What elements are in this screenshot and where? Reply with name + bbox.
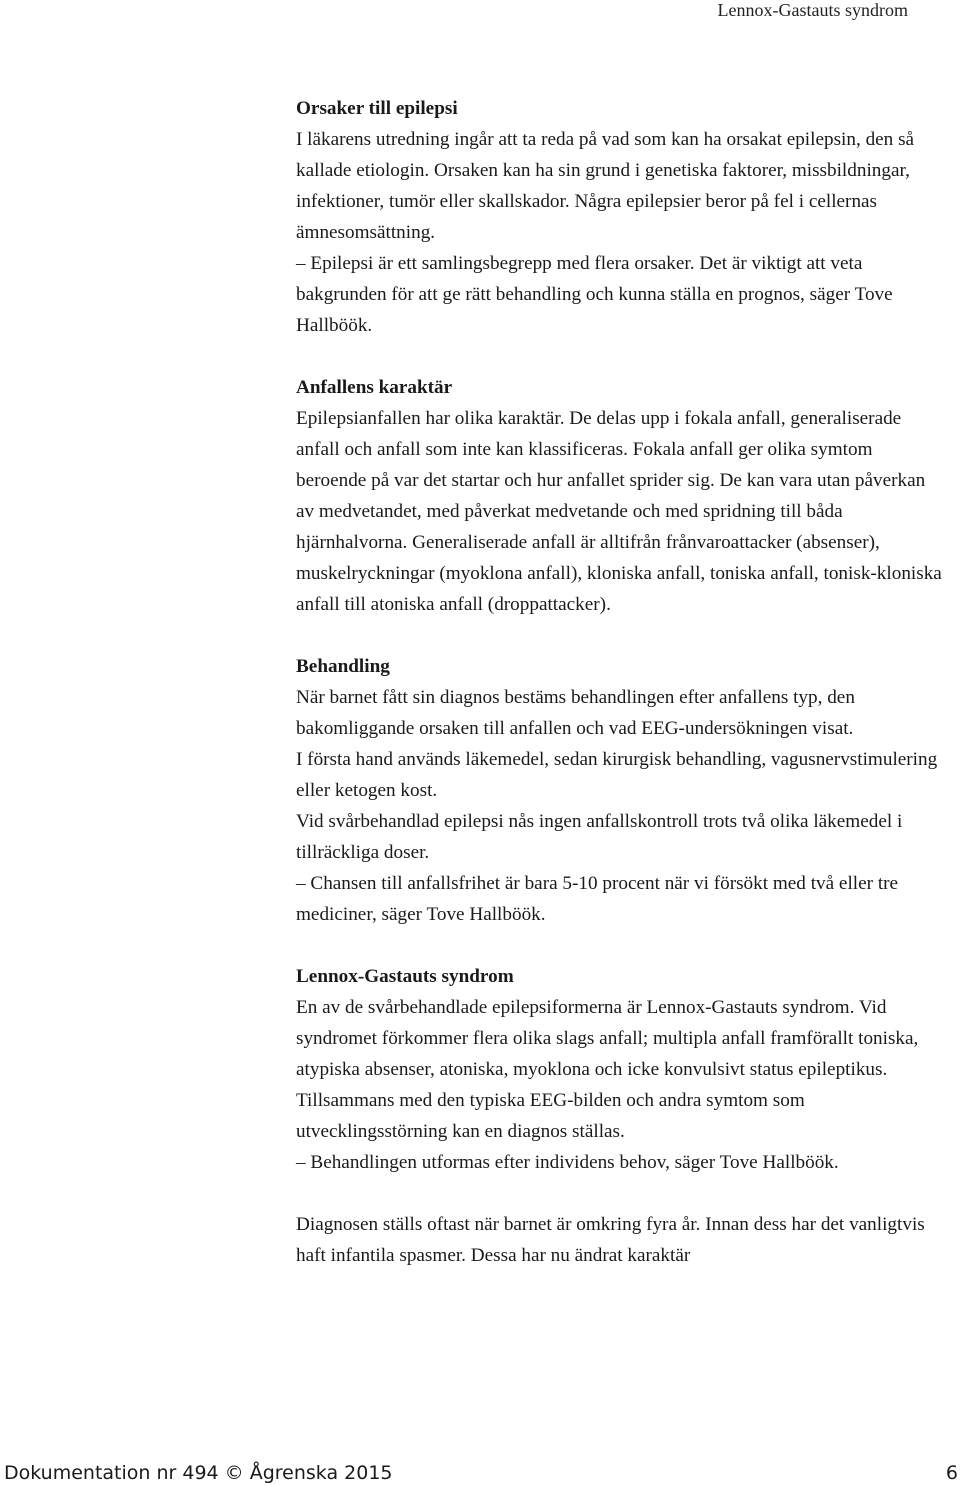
article-body <box>296 93 946 1302</box>
section-diagnos <box>296 1209 946 1271</box>
paragraph: Tillsammans med den typiska EEG-bilden och andra symtom som utvecklingsstörning kan en diagnos ställas. <box>296 1090 805 1142</box>
page-footer <box>0 1461 960 1485</box>
paragraph: I läkarens utredning ingår att ta reda på vad som kan ha orsakat epilepsin, den så kallade etiologin. Orsaken kan ha sin grund i genetiska faktorer, missbildningar, infektioner, tumör eller skallskador. Några epilepsier beror på fel i cellernas ämnesomsättning. <box>296 129 915 243</box>
footer-publication: Dokumentation nr 494 © Ågrenska 2015 <box>4 1462 393 1484</box>
paragraph: – Chansen till anfallsfrihet är bara 5-10 procent när vi försökt med två eller tre mediciner, säger Tove Hallböök. <box>296 873 899 925</box>
page-number: 6 <box>945 1462 958 1484</box>
paragraph: När barnet fått sin diagnos bestäms behandlingen efter anfallens typ, den bakomliggande orsaken till anfallen och vad EEG-undersökningen visat. <box>296 687 855 739</box>
section-heading: Orsaker till epilepsi <box>296 98 458 119</box>
running-header: Lennox-Gastauts syndrom <box>717 0 908 20</box>
paragraph: I första hand används läkemedel, sedan kirurgisk behandling, vagusnervstimulering eller ketogen kost. <box>296 749 938 801</box>
section-behandling <box>296 651 946 930</box>
paragraph: Epilepsianfallen har olika karaktär. De delas upp i fokala anfall, generaliserade anfall och anfall som inte kan klassificeras. Fokala anfall ger olika symtom beroende på var det startar och hur anfallet sprider sig. De kan vara utan påverkan av medvetandet, med påverkat medvetande och med spridning till båda hjärnhalvorna. Generaliserade anfall är alltifrån frånvaroattacker (absenser), muskelryckningar (myoklona anfall), kloniska anfall, toniska anfall, tonisk-kloniska anfall till atoniska anfall (droppattacker). <box>296 408 942 615</box>
paragraph: Diagnosen ställs oftast när barnet är omkring fyra år. Innan dess har det vanligtvis haft infantila spasmer. Dessa har nu ändrat karaktär <box>296 1214 925 1266</box>
section-heading: Behandling <box>296 656 390 677</box>
section-anfallens-karaktar <box>296 372 946 620</box>
section-lennox-gastaut <box>296 961 946 1178</box>
paragraph: – Epilepsi är ett samlingsbegrepp med flera orsaker. Det är viktigt att veta bakgrunden för att ge rätt behandling och kunna ställa en prognos, säger Tove Hallböök. <box>296 253 893 336</box>
section-heading: Anfallens karaktär <box>296 377 453 398</box>
section-heading: Lennox-Gastauts syndrom <box>296 966 514 987</box>
paragraph: – Behandlingen utformas efter individens behov, säger Tove Hallböök. <box>296 1152 839 1173</box>
paragraph: En av de svårbehandlade epilepsiformerna är Lennox-Gastauts syndrom. Vid syndromet förkommer flera olika slags anfall; multipla anfall framförallt toniska, atypiska absenser, atoniska, myoklona och icke konvulsivt status epileptikus. <box>296 997 919 1080</box>
section-orsaker <box>296 93 946 341</box>
paragraph: Vid svårbehandlad epilepsi nås ingen anfallskontroll trots två olika läkemedel i tillräckliga doser. <box>296 811 903 863</box>
